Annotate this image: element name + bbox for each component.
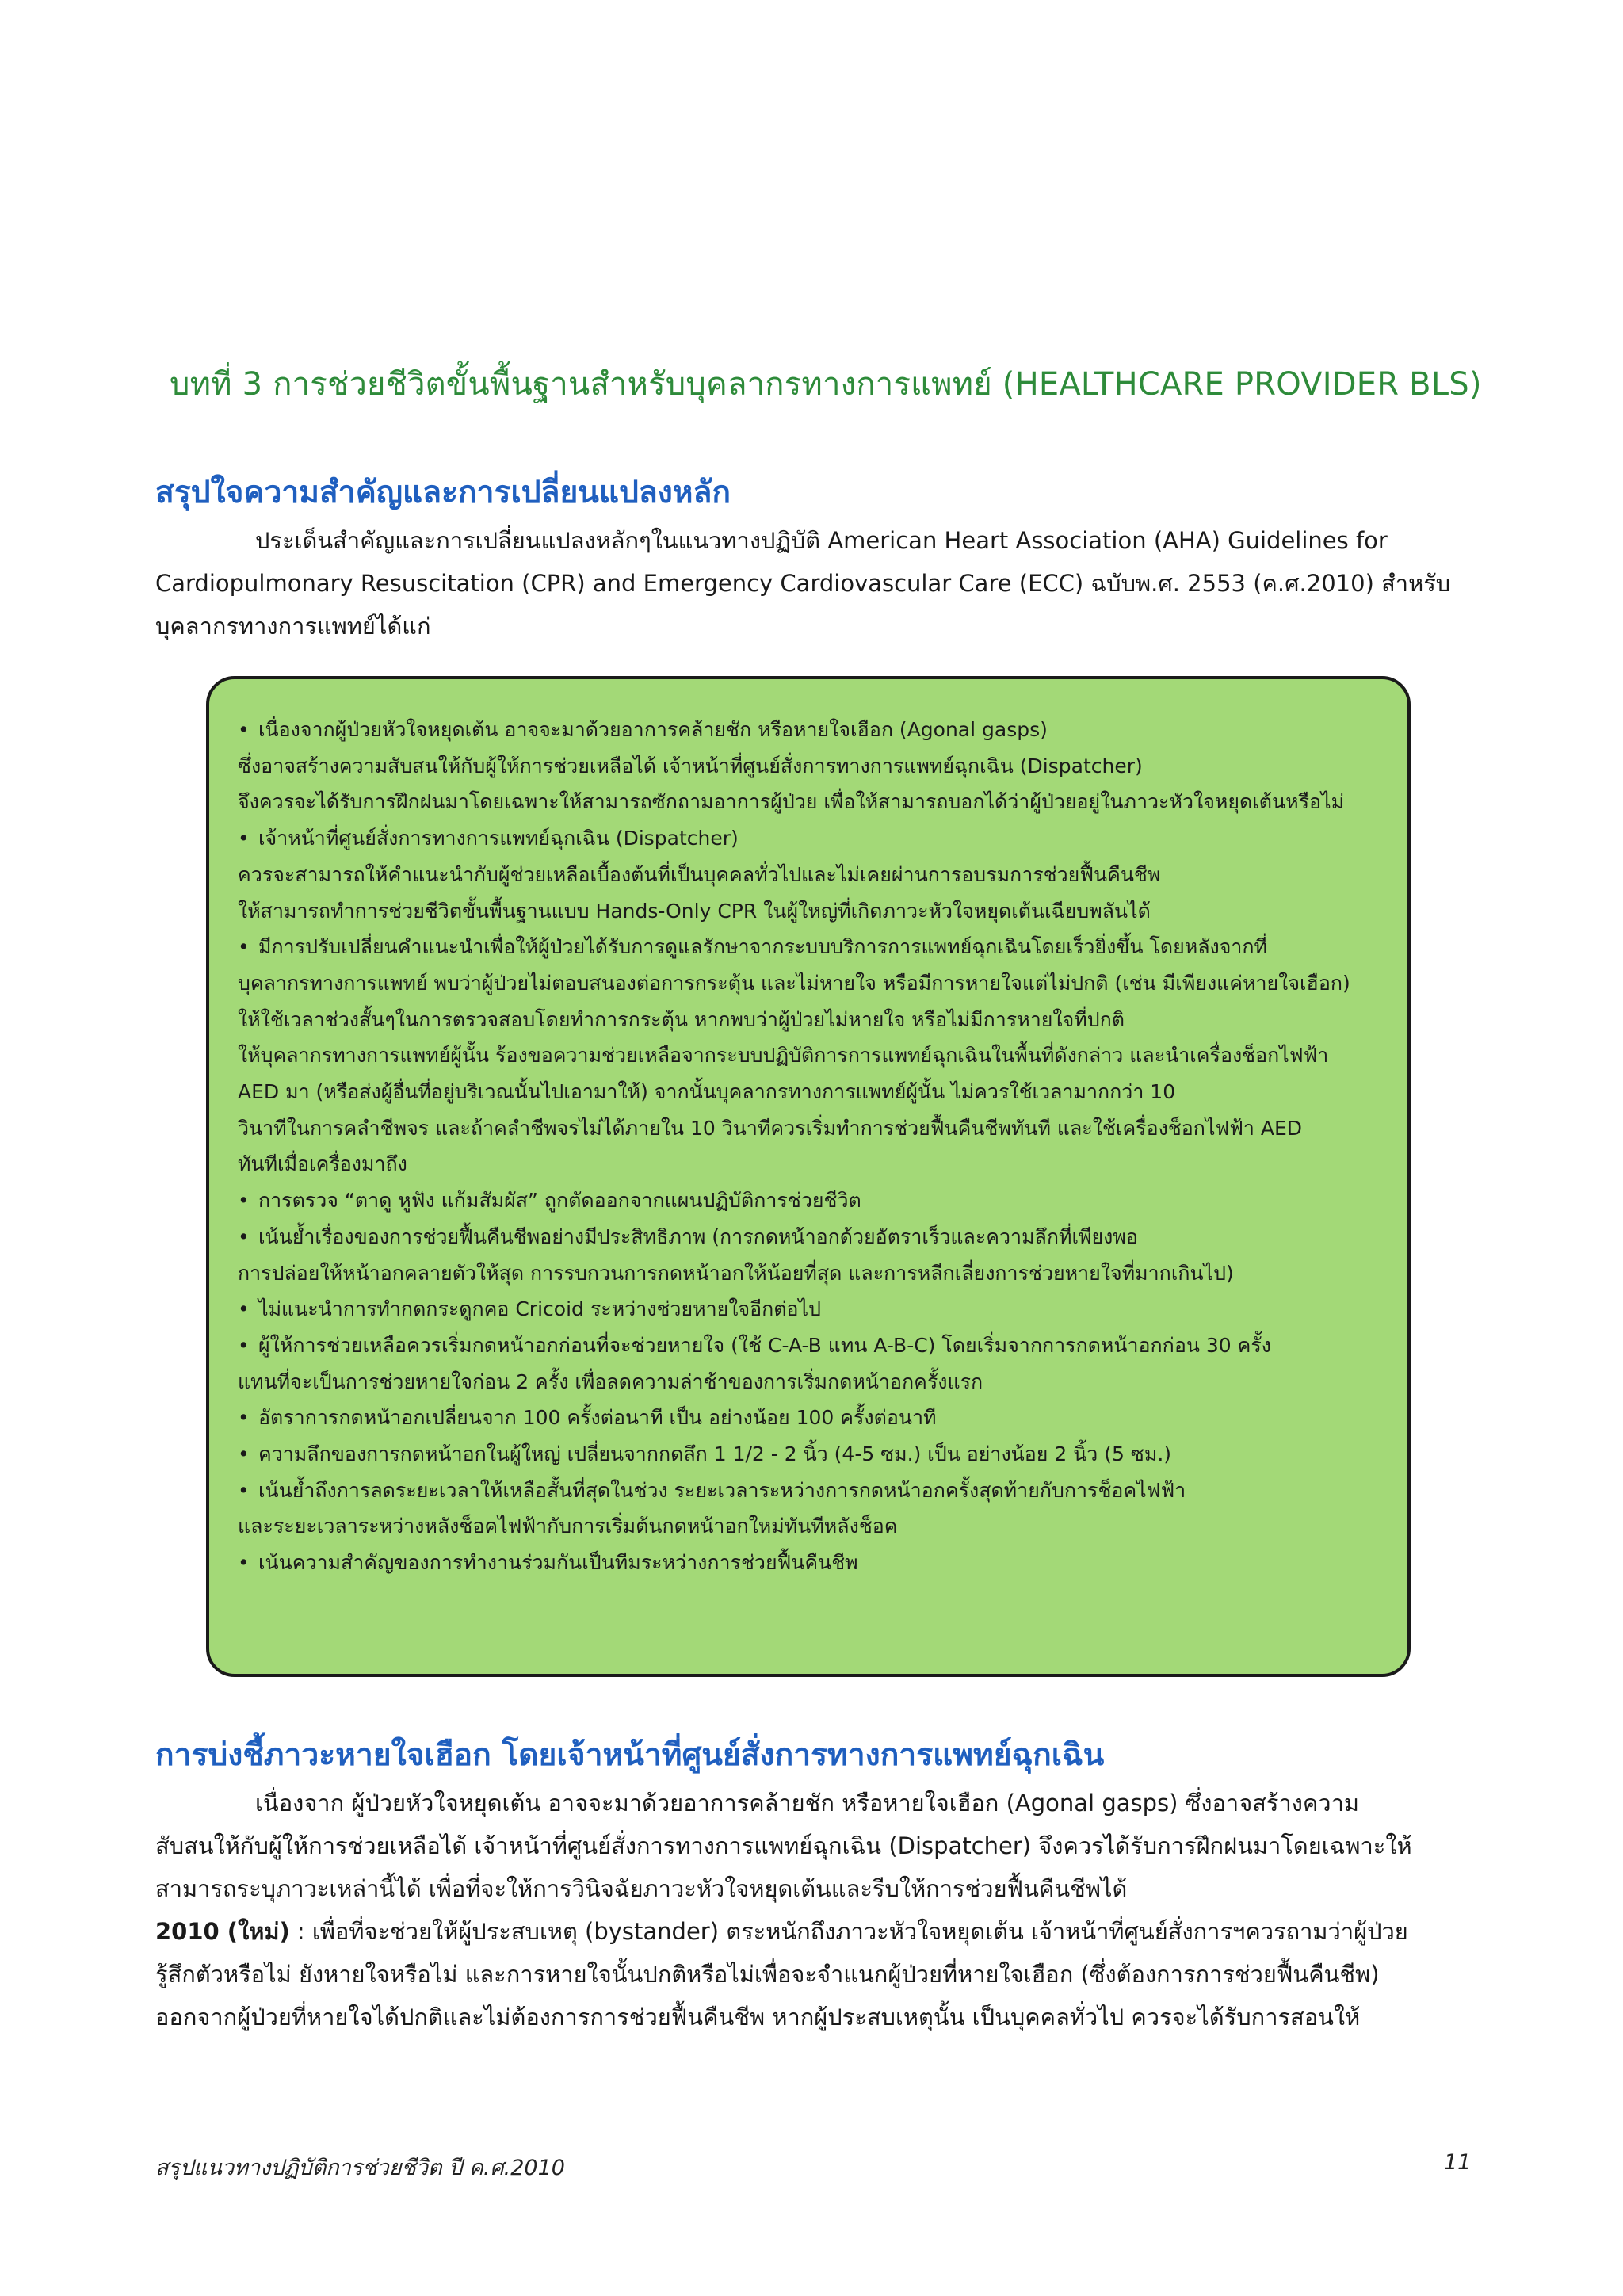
bullet-icon: • [238, 1189, 250, 1213]
bullet-text: ไม่แนะนำการทำกดกระดูกคอ Cricoid ระหว่างช่วยหายใจอีกต่อไป [258, 1297, 821, 1321]
agonal-paragraph [155, 1782, 1471, 2038]
section-heading-agonal-gasps: การบ่งชี้ภาวะหายใจเฮือก โดยเจ้าหน้าที่ศูนย์สั่งการทางการแพทย์ฉุกเฉิน [155, 1737, 1105, 1773]
bullet-icon: • [238, 827, 250, 850]
bullet-text: ให้สามารถทำการช่วยชีวิตขั้นพื้นฐานแบบ Hands-Only CPR ในผู้ใหญ่ที่เกิดภาวะหัวใจหยุดเต้นเฉียบพลันได้ [238, 899, 1151, 923]
bullet-continuation [238, 1002, 1395, 1038]
bullet-text: บุคลากรทางการแพทย์ พบว่าผู้ป่วยไม่ตอบสนองต่อการกระตุ้น และไม่หายใจ หรือมีการหายใจแต่ไม่ปกติ (เช่น มีเพียงแค่หายใจเฮือก) [238, 971, 1350, 995]
bullet-text: แทนที่จะเป็นการช่วยหายใจก่อน 2 ครั้ง เพื่อลดความล่าช้าของการเริ่มกดหน้าอกครั้งแรก [238, 1370, 983, 1393]
bullet-text: เน้นย้ำเรื่องของการช่วยฟื้นคืนชีพอย่างมีประสิทธิภาพ (การกดหน้าอกด้วยอัตราเร็วและความลึกที่เพียงพอ [258, 1224, 1138, 1248]
bullet-icon: • [238, 1333, 250, 1357]
bullet-text: เน้นย้ำถึงการลดระยะเวลาให้เหลือสั้นที่สุดในช่วง ระยะเวลาระหว่างการกดหน้าอกครั้งสุดท้ายกับการช็อคไฟฟ้า [258, 1478, 1186, 1502]
bullet-icon: • [238, 1442, 250, 1466]
bullet-text: ผู้ให้การช่วยเหลือควรเริ่มกดหน้าอกก่อนที่จะช่วยหายใจ (ใช้ C-A-B แทน A-B-C) โดยเริ่มจากการกดหน้าอกก่อน 30 ครั้ง [258, 1333, 1271, 1357]
footer-document-title: สรุปแนวทางปฏิบัติการช่วยชีวิต ปี ค.ศ.2010 [155, 2156, 565, 2180]
bullet-continuation [238, 748, 1395, 785]
bullet-continuation [238, 893, 1395, 930]
bullet-text: จึงควรจะได้รับการฝึกฝนมาโดยเฉพาะให้สามารถซักถามอาการผู้ป่วย เพื่อให้สามารถบอกได้ว่าผู้ป่วยอยู่ในภาวะหัวใจหยุดเต้นหรือไม่ [238, 790, 1345, 814]
bullet-continuation [238, 1508, 1395, 1545]
paragraph-text: : เพื่อที่จะช่วยให้ผู้ประสบเหตุ (bystander) ตระหนักถึงภาวะหัวใจหยุดเต้น เจ้าหน้าที่ศูนย์สั่งการฯควรถามว่าผู้ป่วย [289, 1918, 1408, 1945]
bullet-continuation [238, 965, 1395, 1002]
bullet-item [238, 1545, 1395, 1581]
paragraph-line: บุคลากรทางการแพทย์ได้แก่ [155, 613, 431, 640]
bullet-continuation [238, 1364, 1395, 1400]
paragraph-line: สามารถระบุภาวะเหล่านี้ได้ เพื่อที่จะให้การวินิจฉัยภาวะหัวใจหยุดเต้นและรีบให้การช่วยฟื้นคืนชีพได้ [155, 1875, 1128, 1902]
bullet-text: ให้ใช้เวลาช่วงสั้นๆในการตรวจสอบโดยทำการกระตุ้น หากพบว่าผู้ป่วยไม่หายใจ หรือไม่มีการหายใจที่ปกติ [238, 1007, 1125, 1031]
bullet-text: ทันทีเมื่อเครื่องมาถึง [238, 1152, 407, 1176]
bullet-item [238, 820, 1395, 857]
bullet-text: และระยะเวลาระหว่างหลังช็อคไฟฟ้ากับการเริ่มต้นกดหน้าอกใหม่ทันทีหลังช็อค [238, 1515, 898, 1538]
bullet-continuation [238, 1074, 1395, 1110]
bullet-text: ควรจะสามารถให้คำแนะนำกับผู้ช่วยเหลือเบื้องต้นที่เป็นบุคคลทั่วไปและไม่เคยผ่านการอบรมการช่วยฟื้นคืนชีพ [238, 862, 1161, 886]
bullet-text: การตรวจ “ตาดู หูฟัง แก้มสัมผัส” ถูกตัดออกจากแผนปฏิบัติการช่วยชีวิต [258, 1189, 861, 1213]
bullet-continuation [238, 857, 1395, 893]
paragraph-line: รู้สึกตัวหรือไม่ ยังหายใจหรือไม่ และการหายใจนั้นปกติหรือไม่เพื่อจะจำแนกผู้ป่วยที่หายใจเฮือก (ซึ่งต้องการการช่วยฟื้นคืนชีพ) [155, 1961, 1380, 1988]
bullet-continuation [238, 784, 1395, 820]
bullet-text: วินาทีในการคลำชีพจร และถ้าคลำชีพจรไม่ได้ภายใน 10 วินาทีควรเริ่มทำการช่วยฟื้นคืนชีพทันที และใช้เครื่องช็อกไฟฟ้า AED [238, 1116, 1303, 1140]
bullet-icon: • [238, 1478, 250, 1502]
bullet-icon: • [238, 1551, 250, 1575]
bullet-text: ซึ่งอาจสร้างความสับสนให้กับผู้ให้การช่วยเหลือได้ เจ้าหน้าที่ศูนย์สั่งการทางการแพทย์ฉุกเฉิน (Dispatcher) [238, 754, 1143, 777]
bullet-text: การปล่อยให้หน้าอกคลายตัวให้สุด การรบกวนการกดหน้าอกให้น้อยที่สุด และการหลีกเลี่ยงการช่วยหายใจที่มากเกินไป) [238, 1261, 1234, 1285]
bullet-item [238, 1182, 1395, 1219]
bullet-item [238, 1473, 1395, 1509]
bullet-continuation [238, 1037, 1395, 1074]
bullet-continuation [238, 1255, 1395, 1292]
paragraph-line: เนื่องจาก ผู้ป่วยหัวใจหยุดเต้น อาจจะมาด้วยอาการคล้ายชัก หรือหายใจเฮือก (Agonal gasps) ซึ่งอาจสร้างความ [255, 1790, 1359, 1817]
paragraph-line: Cardiopulmonary Resuscitation (CPR) and Emergency Cardiovascular Care (ECC) ฉบับพ.ศ. 2553 (ค.ศ.2010) สำหรับ [155, 570, 1451, 597]
page-number: 11 [1444, 2150, 1472, 2175]
bullet-item [238, 1436, 1395, 1473]
bullet-icon: • [238, 935, 250, 959]
new-2010-label: 2010 (ใหม่) [155, 1918, 290, 1945]
bullet-item [238, 1219, 1395, 1255]
bullet-text: มีการปรับเปลี่ยนคำแนะนำเพื่อให้ผู้ป่วยได้รับการดูแลรักษาจากระบบบริการการแพทย์ฉุกเฉินโดยเร็วยิ่งขึ้น โดยหลังจากที่ [258, 935, 1268, 959]
bullet-text: อัตราการกดหน้าอกเปลี่ยนจาก 100 ครั้งต่อนาที เป็น อย่างน้อย 100 ครั้งต่อนาที [258, 1406, 937, 1430]
bullet-item [238, 1328, 1395, 1364]
intro-paragraph [155, 519, 1471, 648]
bullet-item [238, 929, 1395, 965]
bullet-item [238, 712, 1395, 748]
bullet-item [238, 1400, 1395, 1436]
paragraph-line [155, 1910, 1471, 1953]
bullet-icon: • [238, 1406, 250, 1430]
paragraph-line: ประเด็นสำคัญและการเปลี่ยนแปลงหลักๆในแนวทางปฏิบัติ American Heart Association (AHA) Guidelines for [255, 527, 1388, 554]
paragraph-line: ออกจากผู้ป่วยที่หายใจได้ปกติและไม่ต้องการการช่วยฟื้นคืนชีพ หากผู้ประสบเหตุนั้น เป็นบุคคลทั่วไป ควรจะได้รับการสอนให้ [155, 2004, 1361, 2030]
bullet-item [238, 1291, 1395, 1328]
bullet-text: เจ้าหน้าที่ศูนย์สั่งการทางการแพทย์ฉุกเฉิน (Dispatcher) [258, 827, 739, 850]
bullet-icon: • [238, 1224, 250, 1248]
bullet-text: เนื่องจากผู้ป่วยหัวใจหยุดเต้น อาจจะมาด้วยอาการคล้ายชัก หรือหายใจเฮือก (Agonal gasps) [258, 718, 1048, 741]
key-changes-list [238, 712, 1395, 1581]
bullet-text: ความลึกของการกดหน้าอกในผู้ใหญ่ เปลี่ยนจากกดลึก 1 1/2 - 2 นิ้ว (4-5 ซม.) เป็น อย่างน้อย 2 นิ้ว (5 ซม.) [258, 1442, 1172, 1466]
bullet-text: ให้บุคลากรทางการแพทย์ผู้นั้น ร้องขอความช่วยเหลือจากระบบปฏิบัติการการแพทย์ฉุกเฉินในพื้นที่ดังกล่าว และนำเครื่องช็อกไฟฟ้า [238, 1044, 1329, 1068]
paragraph-line: สับสนให้กับผู้ให้การช่วยเหลือได้ เจ้าหน้าที่ศูนย์สั่งการทางการแพทย์ฉุกเฉิน (Dispatcher) จึงควรได้รับการฝึกฝนมาโดยเฉพาะให้ [155, 1832, 1412, 1859]
bullet-continuation [238, 1146, 1395, 1182]
bullet-icon: • [238, 718, 250, 741]
chapter-title: บทที่ 3 การช่วยชีวิตขั้นพื้นฐานสำหรับบุคลากรทางการแพทย์ (HEALTHCARE PROVIDER BLS) [170, 366, 1482, 403]
bullet-text: เน้นความสำคัญของการทำงานร่วมกันเป็นทีมระหว่างการช่วยฟื้นคืนชีพ [258, 1551, 858, 1575]
bullet-continuation [238, 1110, 1395, 1147]
section-heading-summary: สรุปใจความสำคัญและการเปลี่ยนแปลงหลัก [155, 475, 731, 510]
bullet-icon: • [238, 1297, 250, 1321]
bullet-text: AED มา (หรือส่งผู้อื่นที่อยู่บริเวณนั้นไปเอามาให้) จากนั้นบุคลากรทางการแพทย์ผู้นั้น ไม่ควรใช้เวลามากกว่า 10 [238, 1080, 1176, 1104]
